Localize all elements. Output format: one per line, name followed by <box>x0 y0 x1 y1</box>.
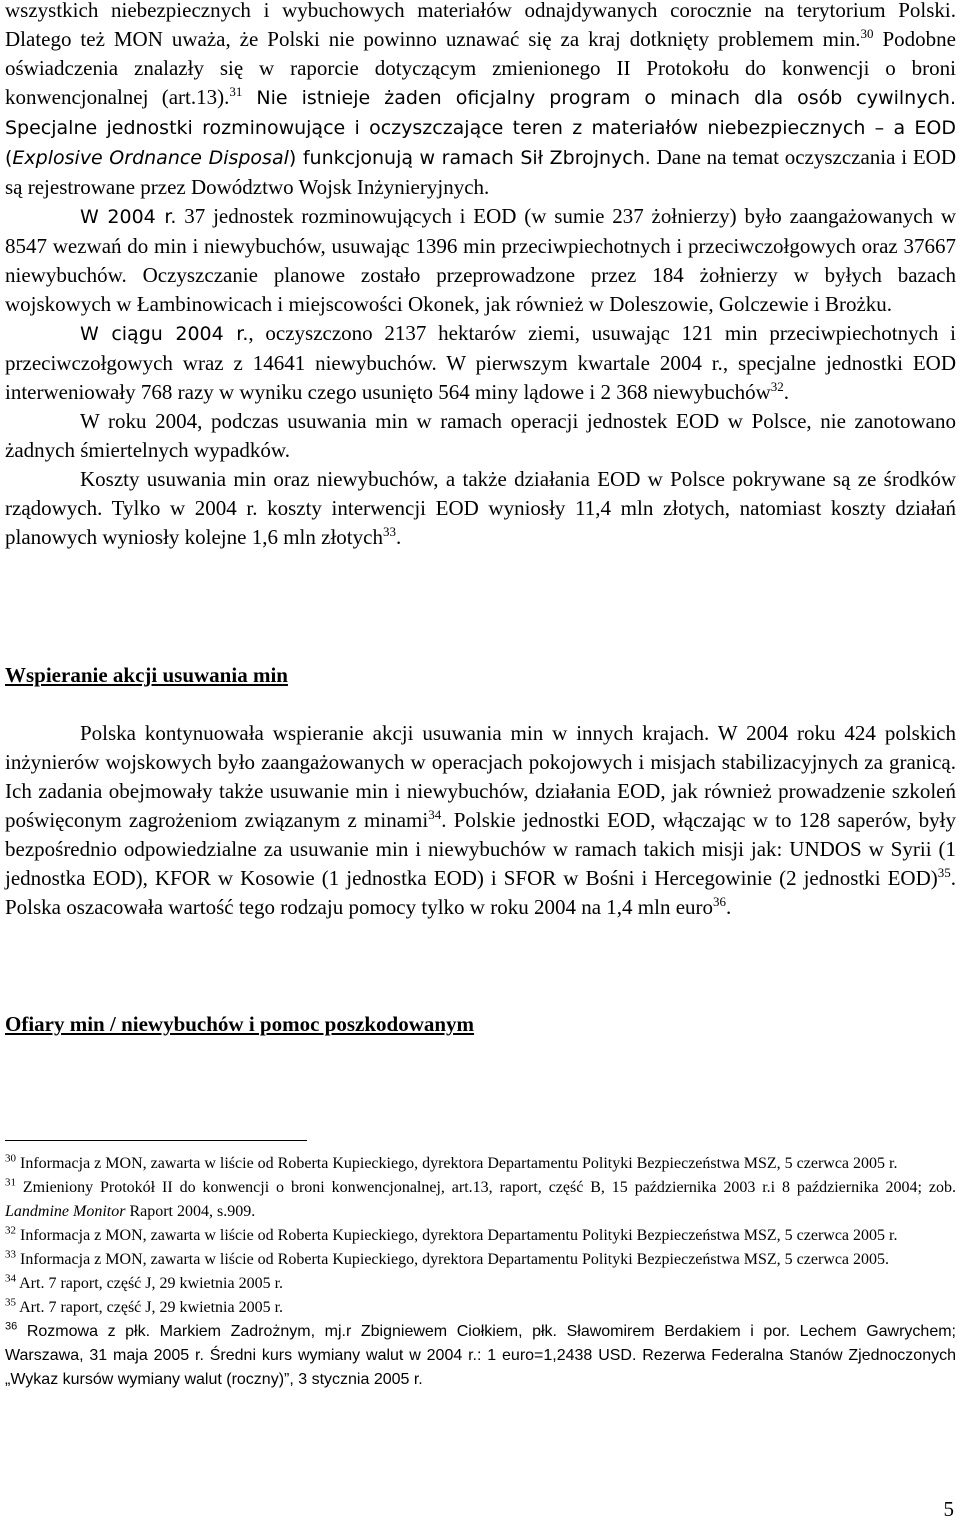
footnote-30: $^{30}$ Informacja z MON, zawarta w liście od Roberta Kupieckiego, dyrektora Departamentu Polityki Bezpieczeństwa MSZ, 5 czerwca 2005 r. <box>5 1152 898 1172</box>
footnote-34: $^{34}$ Art. 7 raport, część J, 29 kwietnia 2005 r. <box>5 1272 284 1292</box>
footnote-32: $^{32}$ Informacja z MON, zawarta w liście od Roberta Kupieckiego, dyrektora Departamentu Polityki Bezpieczeństwa MSZ, 5 czerwca 2005 r. <box>5 1224 898 1244</box>
footnote-31: $^{31}$ Zmieniony Protokół II do konwencji o broni konwencjonalnej, art.13, raport, część B, 15 października 2003 r.i 8 października 2004; zob. Landmine Monitor Raport 2004, s.909. <box>5 1176 956 1220</box>
paragraph-2004-operations: W 2004 r. 37 jednostek rozminowujących i EOD (w sumie 237 żołnierzy) było zaangażowanych w 8547 wezwań do min i niewybuchów, usuwając 1396 min przeciwpiechotnych i przeciwczołgowych oraz 37667 niewybuchów. Oczyszczanie planowe zostało przeprowadzone przez 184 żołnierzy w byłych bazach wojskowych w Łambinowicach i miejscowości Okonek, jak również w Doleszowie, Golczewie i Brożku. <box>5 204 957 316</box>
footnote-ref-34[interactable]: 34 <box>428 807 442 822</box>
footnote-ref-36[interactable]: 36 <box>713 894 727 909</box>
paragraph-2004-clearance: W ciągu 2004 r., oczyszczono 2137 hektarów ziemi, usuwając 121 min przeciwpiechotnych i przeciwczołgowych wraz z 14641 niewybuchów. W pierwszym kwartale 2004 r., specjalne jednostki EOD interweniowały 768 razy w wyniku czego usunięto 564 miny lądowe i 2 368 niewybuchów$^{32}$. <box>5 321 957 404</box>
footnote-ref-32[interactable]: 32 <box>770 379 784 394</box>
footnote-ref-35[interactable]: 35 <box>937 865 951 880</box>
paragraph-costs: Koszty usuwania min oraz niewybuchów, a także działania EOD w Polsce pokrywane są ze środków rządowych. Tylko w 2004 r. koszty interwencji EOD wyniosły 11,4 mln złotych, natomiast koszty działań planowych wyniosły kolejne 1,6 mln złotych$^{33}$. <box>5 467 956 549</box>
section-heading-victims: Ofiary min / niewybuchów i pomoc poszkodowanym <box>5 1012 475 1036</box>
paragraph-international-support: Polska kontynuowała wspieranie akcji usuwania min w innych krajach. W 2004 roku 424 polskich inżynierów wojskowych było zaangażowanych w operacjach pokojowych i misjach stabilizacyjnych za granicą. Ich zadania obejmowały także usuwanie min i niewybuchów, działania EOD, jak również prowadzenie szkoleń poświęconym zagrożeniom związanym z minami$^{34}$. Polskie jednostki EOD, włączając w to 128 saperów, były bezpośrednio odpowiedzialne za usuwanie min i niewybuchów w ramach takich misji jak: UNDOS w Syrii (1 jednostka EOD), KFOR w Kosowie (1 jednostka EOD) i SFOR w Bośni i Hercegowinie (2 jednostki EOD)$^{35}$. Polska oszacowała wartość tego rodzaju pomocy tylko w roku 2004 na 1,4 mln euro$^{36}$. <box>5 721 956 919</box>
footnote-36: $^{36}$ Rozmowa z płk. Markiem Zadrożnym, mj.r Zbigniewem Ciołkiem, płk. Sławomirem Berdakiem i por. Lechem Gawrychem; Warszawa, 31 maja 2005 r. Średni kurs wymiany walut w 2004 r.: 1 euro=1,2438 USD. Rezerwa Federalna Stanów Zjednoczonych „Wykaz kursów wymiany walut (roczny)”, 3 stycznia 2005 r. <box>5 1320 956 1388</box>
footnote-separator <box>5 1140 307 1141</box>
paragraph-landmine-status: wszystkich niebezpiecznych i wybuchowych materiałów odnajdywanych corocznie na terytorium Polski. Dlatego też MON uważa, że Polski nie powinno uznawać się za kraj dotknięty problemem min.$^{30}$ Podobne oświadczenia znalazły się w raporcie dotyczącym zmienionego II Protokołu do konwencji o broni konwencjonalnej (art.13).$^{31}$ Nie istnieje żaden oficjalny program o minach dla osób cywilnych. Specjalne jednostki rozminowujące i oczyszczające teren z materiałów niebezpiecznych – a EOD (Explosive Ordnance Disposal) funkcjonują w ramach Sił Zbrojnych. Dane na temat oczyszczania i EOD są rejestrowane przez Dowództwo Wojsk Inżynieryjnych. <box>5 0 956 199</box>
section-heading-support: Wspieranie akcji usuwania min <box>5 663 288 687</box>
page-number: 5 <box>943 1497 954 1521</box>
body-section-2 <box>5 719 956 922</box>
footnote-ref-31[interactable]: 31 <box>229 84 243 99</box>
paragraph-no-casualties: W roku 2004, podczas usuwania min w ramach operacji jednostek EOD w Polsce, nie zanotowano żadnych śmiertelnych wypadków. <box>5 409 956 462</box>
footnotes <box>5 1152 956 1392</box>
footnote-ref-30[interactable]: 30 <box>860 26 874 41</box>
footnote-35: $^{35}$ Art. 7 raport, część J, 29 kwietnia 2005 r. <box>5 1296 284 1316</box>
body-section-1 <box>5 0 956 552</box>
footnote-33: $^{33}$ Informacja z MON, zawarta w liście od Roberta Kupieckiego, dyrektora Departamentu Polityki Bezpieczeństwa MSZ, 5 czerwca 2005. <box>5 1248 890 1268</box>
footnote-ref-33[interactable]: 33 <box>382 524 396 539</box>
